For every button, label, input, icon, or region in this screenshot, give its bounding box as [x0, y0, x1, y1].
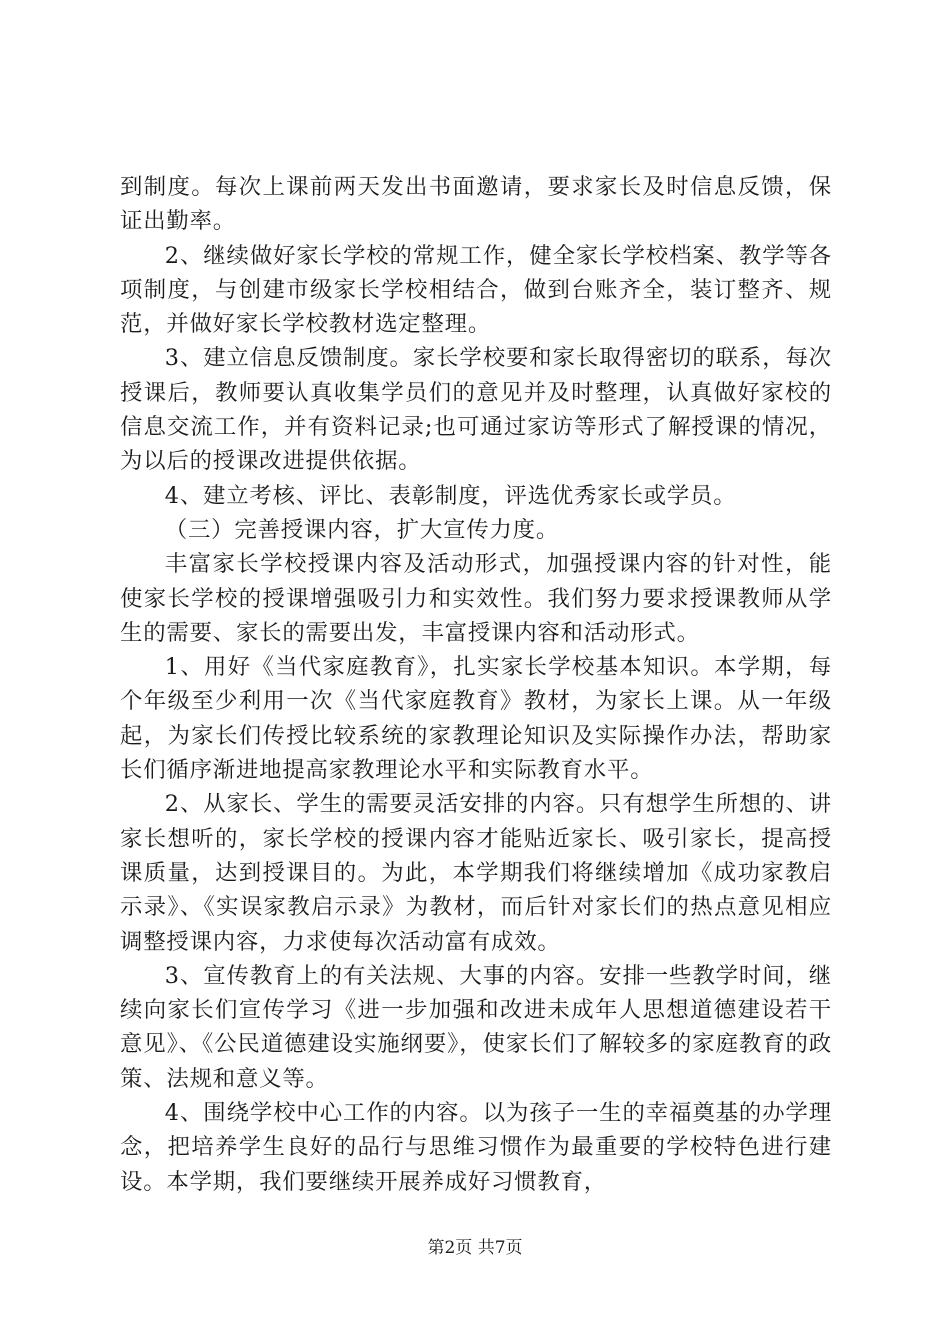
section-intro-paragraph: 丰富家长学校授课内容及活动形式，加强授课内容的针对性，能使家长学校的授课增强吸引力和实效性。我们努力要求授课教师从学生的需要、家长的需要出发，丰富授课内容和活动形式。 — [120, 551, 832, 646]
paragraph-item-2: 2、继续做好家长学校的常规工作，健全家长学校档案、教学等各项制度，与创建市级家长学校相结合，做到台账齐全，装订整齐、规范，并做好家长学校教材选定整理。 — [120, 242, 832, 338]
section-heading-3: （三）完善授课内容，扩大宣传力度。 — [164, 516, 560, 543]
paragraph-continuation: 到制度。每次上课前两天发出书面邀请，要求家长及时信息反馈，保证出勤率。 — [120, 174, 832, 235]
paragraph-item-3: 3、建立信息反馈制度。家长学校要和家长取得密切的联系，每次授课后，教师要认真收集学员们的意见并及时整理，认真做好家校的信息交流工作，并有资料记录;也可通过家访等形式了解授课的情况，为以后的授课改进提供依据。 — [120, 345, 832, 475]
paragraph-subitem-2: 2、从家长、学生的需要灵活安排的内容。只有想学生所想的、讲家长想听的，家长学校的授课内容才能贴近家长、吸引家长，提高授课质量，达到授课目的。为此，本学期我们将继续增加《成功家教启示录》、《实误家教启示录》为教材，而后针对家长们的热点意见相应调整授课内容，力求使每次活动富有成效。 — [120, 791, 832, 955]
document-body — [120, 170, 832, 1199]
page-number-footer: 第2页 共7页 — [427, 1238, 523, 1258]
paragraph-subitem-4: 4、围绕学校中心工作的内容。以为孩子一生的幸福奠基的办学理念，把培养学生良好的品行与思维习惯作为最重要的学校特色进行建设。本学期，我们要继续开展养成好习惯教育， — [120, 1100, 832, 1195]
paragraph-item-4: 4、建立考核、评比、表彰制度，评选优秀家长或学员。 — [164, 482, 737, 509]
paragraph-subitem-3: 3、宣传教育上的有关法规、大事的内容。安排一些教学时间，继续向家长们宣传学习《进一步加强和改进未成年人思想道德建设若干意见》、《公民道德建设实施纲要》，使家长们了解较多的家庭教育的政策、法规和意义等。 — [120, 962, 832, 1092]
paragraph-subitem-1: 1、用好《当代家庭教育》，扎实家长学校基本知识。本学期，每个年级至少利用一次《当代家庭教育》教材，为家长上课。从一年级起，为家长们传授比较系统的家教理论知识及实际操作办法，帮助家长们循序渐进地提高家教理论水平和实际教育水平。 — [120, 654, 832, 784]
